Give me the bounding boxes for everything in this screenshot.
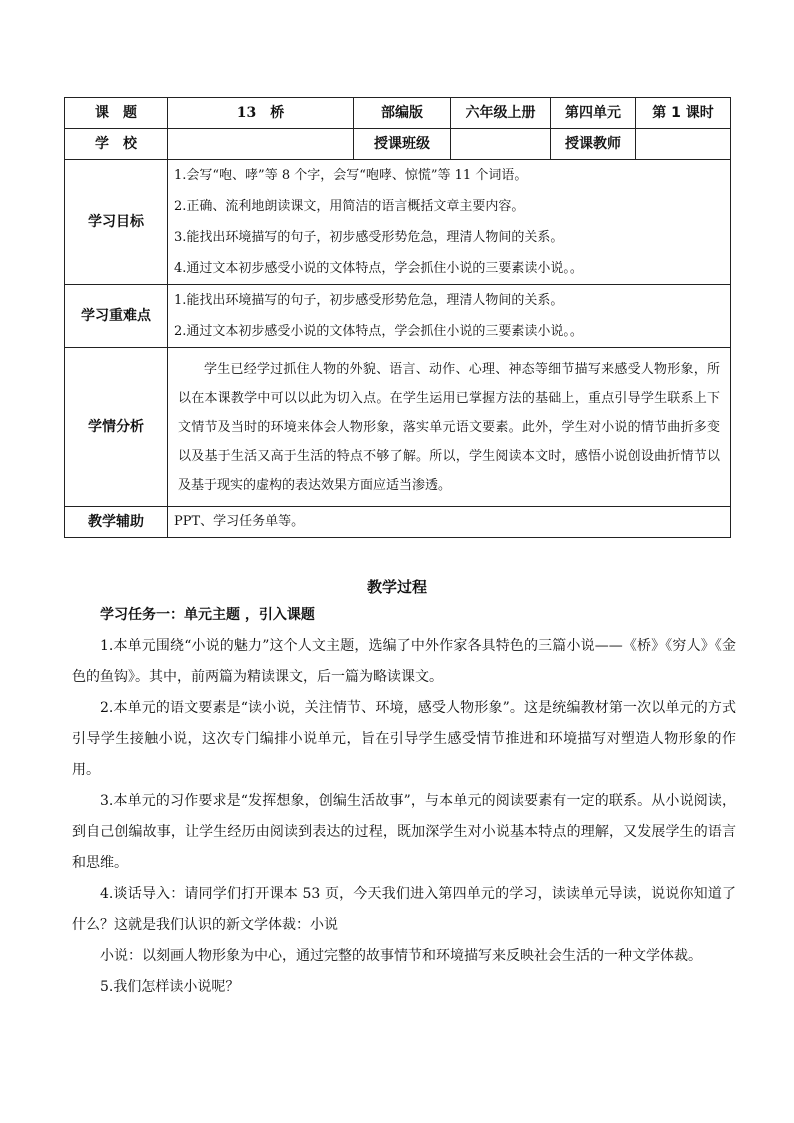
process-paragraph: 1.本单元围绕“小说的魅力”这个人文主题，选编了中外作家各具特色的三篇小说——《桥》《穷人》《金色的鱼钩》。其中，前两篇为精读课文，后一篇为略读课文。 — [72, 638, 736, 685]
key-points-label: 学习重难点 — [65, 285, 168, 348]
lesson-info-table — [64, 97, 731, 538]
analysis-label: 学情分析 — [65, 348, 168, 507]
process-title: 教学过程 — [366, 578, 427, 596]
school-label: 学 校 — [65, 129, 168, 160]
grade-cell: 六年级上册 — [451, 98, 551, 129]
edition-cell: 部编版 — [354, 98, 451, 129]
aids-label: 教学辅助 — [65, 507, 168, 538]
objectives-list — [168, 160, 731, 285]
table-row-analysis — [65, 348, 731, 507]
school-value — [168, 129, 354, 160]
process-paragraph: 5.我们怎样读小说呢？ — [100, 979, 240, 995]
objective-item: 1.会写“咆、哮”等 8 个字，会写“咆哮、惊慌”等 11 个词语。 — [174, 168, 528, 183]
course-value: 13 桥 — [168, 98, 354, 129]
process-paragraph: 小说：以刻画人物形象为中心，通过完整的故事情节和环境描写来反映社会生活的一种文学体裁。 — [100, 948, 702, 964]
table-row-key-points — [65, 285, 731, 348]
teacher-value — [636, 129, 731, 160]
objective-item: 4.通过文本初步感受小说的文体特点，学会抓住小说的三要素读小说。。 — [174, 261, 583, 276]
period-cell: 第 1 课时 — [636, 98, 731, 129]
process-body — [72, 600, 736, 1003]
key-points-list — [168, 285, 731, 348]
teacher-label: 授课教师 — [551, 129, 636, 160]
process-paragraph: 4.谈话导入：请同学们打开课本 53 页，今天我们进入第四单元的学习，读读单元导读，说说你知道了什么？这就是我们认识的新文学体裁：小说 — [72, 886, 736, 933]
process-paragraph: 3.本单元的习作要求是“发挥想象，创编生活故事”，与本单元的阅读要素有一定的联系。从小说阅读，到自己创编故事，让学生经历由阅读到表达的过程，既加深学生对小说基本特点的理解，又发展学生的语言和思维。 — [72, 793, 736, 871]
analysis-cell — [168, 348, 731, 507]
aids-value: PPT、学习任务单等。 — [168, 507, 731, 538]
table-row-objectives — [65, 160, 731, 285]
table-row-aids — [65, 507, 731, 538]
task-heading: 学习任务一：单元主题 ，引入课题 — [100, 607, 315, 623]
process-paragraph: 2.本单元的语文要素是“读小说，关注情节、环境，感受人物形象”。这是统编教材第一次以单元的方式引导学生接触小说，这次专门编排小说单元，旨在引导学生感受情节推进和环境描写对塑造人物形象的作用。 — [72, 700, 736, 778]
analysis-text: 学生已经学过抓住人物的外貌、语言、动作、心理、神态等细节描写来感受人物形象，所以在本课教学中可以以此为切入点。在学生运用已掌握方法的基础上，重点引导学生联系上下文情节及当时的环境来体会人物形象，落实单元语文要素。此外，学生对小说的情节曲折多变以及基于生活又高于生活的特点不够了解。所以，学生阅读本文时，感悟小说创设曲折情节以及基于现实的虚构的表达效果方面应适当渗透。 — [178, 361, 720, 493]
course-label: 课 题 — [65, 98, 168, 129]
key-point-item: 2.通过文本初步感受小说的文体特点，学会抓住小说的三要素读小说。。 — [174, 324, 583, 339]
objective-item: 3.能找出环境描写的句子，初步感受形势危急，理清人物间的关系。 — [174, 230, 564, 245]
class-label: 授课班级 — [354, 129, 451, 160]
key-point-item: 1.能找出环境描写的句子，初步感受形势危急，理清人物间的关系。 — [174, 293, 564, 308]
objective-item: 2.正确、流利地朗读课文，用简洁的语言概括文章主要内容。 — [174, 199, 525, 214]
unit-cell: 第四单元 — [551, 98, 636, 129]
table-row-course — [65, 98, 731, 129]
objectives-label: 学习目标 — [65, 160, 168, 285]
class-value — [451, 129, 551, 160]
table-row-school — [65, 129, 731, 160]
